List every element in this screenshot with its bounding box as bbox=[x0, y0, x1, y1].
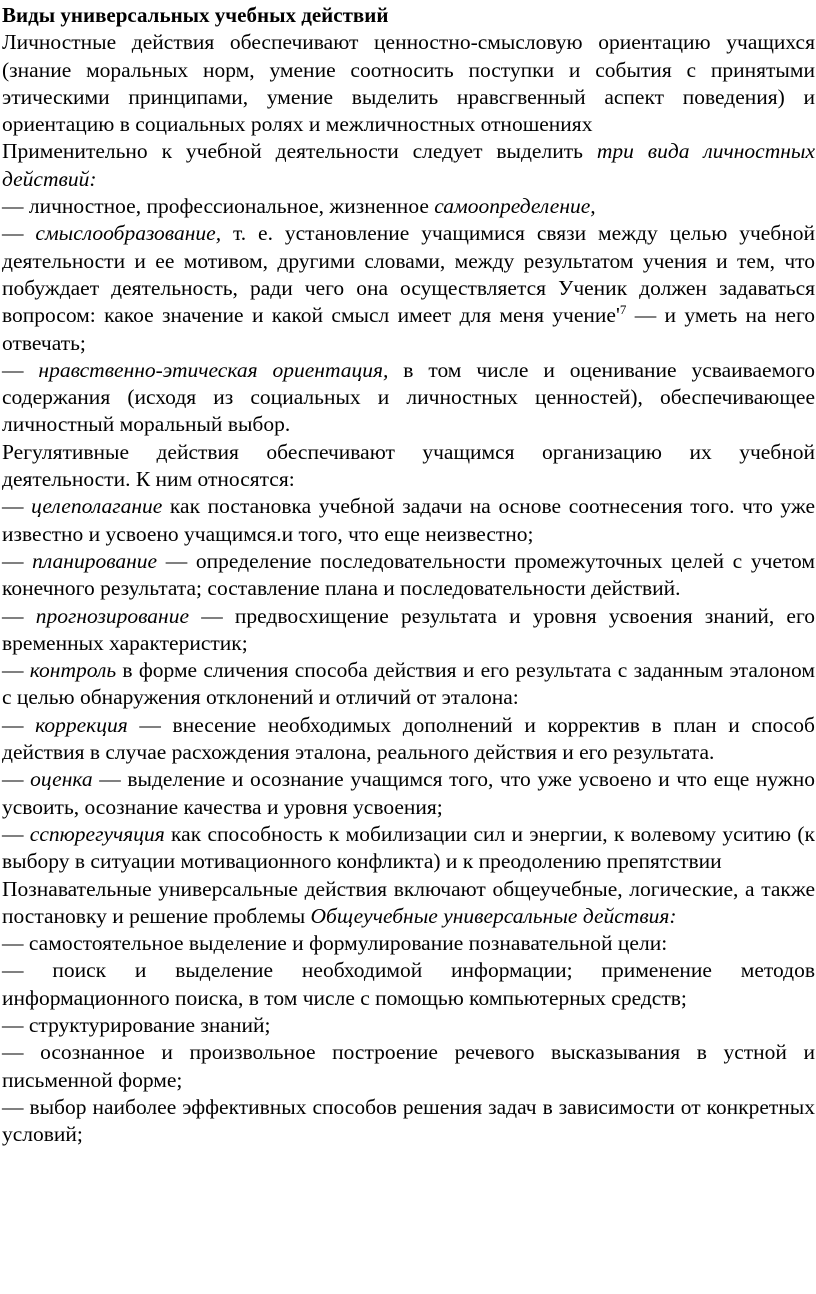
list-item-text: как способность к мобилизации сил и энергии, к волевому уситию (к выбору в ситуации мотивационного конфликта) и к преодолению препятствии bbox=[2, 821, 816, 874]
personal-types-lead: Применительно к учебной деятельности следует выделить bbox=[2, 139, 597, 164]
list-item-text: — внесение необходимых дополнений и корректив в план и способ действия в случае расхождения эталона, реального действия и его результата. bbox=[2, 712, 815, 765]
list-item-text: как постановка учебной задачи на основе соотнесения того. что уже известно и усвоено учащимся.и того, что еще неизвестно; bbox=[2, 494, 816, 546]
cognitive-item: — выбор наиболее эффективных способов решения задач в зависимости от конкретных условий; bbox=[2, 1094, 815, 1147]
regulative-intro-paragraph: Регулятивные действия обеспечивают учащимся организацию их учебной деятельности. К ним относятся: bbox=[2, 439, 815, 492]
regulative-item-correction bbox=[2, 712, 815, 767]
cognitive-item: — структурирование знаний; bbox=[2, 1012, 271, 1037]
cognitive-item: — осознанное и произвольное построение речевого высказывания в устной и письменной форме; bbox=[2, 1040, 815, 1092]
personal-item-meaning-making bbox=[2, 220, 815, 356]
list-item-tail: — и уметь на него отвечать; bbox=[2, 303, 816, 355]
regulative-item-self-regulation bbox=[2, 821, 815, 876]
list-item-text: т. е. установление учащимися связи между целью учебной деятельности и ее мотивом, другими словами, между результатом учения и тем, что побуждает деятельность, ради чего она осуществляется Ученик должен задаваться вопросом: какое значение и какой смысл имеет для меня учение' bbox=[2, 221, 815, 328]
cognitive-intro-paragraph bbox=[2, 876, 815, 931]
document-title: Виды универсальных учебных действий bbox=[2, 3, 389, 27]
list-item-dash: — bbox=[2, 767, 31, 792]
regulative-item-planning bbox=[2, 548, 815, 603]
regulative-item-forecasting bbox=[2, 603, 815, 658]
list-item-term: целеполагание bbox=[31, 494, 163, 519]
regulative-item-evaluation bbox=[2, 766, 815, 821]
personal-types-emphasis: три вида личностных действий: bbox=[2, 139, 815, 191]
personal-item-moral-orientation bbox=[2, 357, 815, 439]
list-item-text: — определение последовательности промежуточных целей с учетом конечного результата; составление плана и последовательности действий. bbox=[2, 548, 815, 601]
list-item-term: оценка bbox=[30, 767, 93, 792]
list-item-text: — личностное, профессиональное, жизненное bbox=[2, 194, 435, 219]
list-item-term: смыслообразование, bbox=[35, 221, 222, 246]
cognitive-intro-emphasis: Общеучебные универсальные действия: bbox=[310, 903, 677, 928]
list-item-text: в форме сличения способа действия и его результата с заданным эталоном с целью обнаружения отклонений и отличий от эталона: bbox=[2, 658, 815, 710]
list-item-dash: — bbox=[2, 603, 36, 628]
list-item-dash: — bbox=[2, 712, 36, 737]
cognitive-intro-text: Познавательные универсальные действия включают общеучебные, логические, а также постановку и решение проблемы bbox=[2, 876, 815, 928]
cognitive-item: — поиск и выделение необходимой информации; применение методов информационного поиска, в том числе с помощью компьютерных средств; bbox=[2, 958, 815, 1010]
cognitive-item: — самостоятельное выделение и формулирование познавательной цели: bbox=[2, 931, 668, 956]
personal-intro-paragraph: Личностные действия обеспечивают ценностно-смысловую ориентацию учащихся (знание моральных норм, умение соотносить поступки и события с принятыми этическими принципами, умение выделить нравсгвенный аспект поведения) и ориентацию в социальных ролях и межличностных отношениях bbox=[2, 30, 815, 137]
list-item-term: сспюрегучяция bbox=[29, 821, 165, 846]
footnote-marker: 7 bbox=[619, 302, 627, 318]
list-item-dash: — bbox=[2, 658, 30, 683]
list-item-dash: — bbox=[2, 548, 33, 573]
list-item-term: нравственно-этическая ориентация, bbox=[38, 357, 389, 382]
list-item-term: коррекция bbox=[35, 712, 128, 737]
list-item-text: — выделение и осознание учащимся того, что уже усвоено и что еще нужно усвоить, осознание качества и уровня усвоения; bbox=[2, 767, 815, 819]
list-item-term: планирование bbox=[32, 548, 158, 573]
personal-item-self-determination bbox=[2, 193, 815, 220]
list-item-term: прогнозирование bbox=[35, 603, 190, 628]
list-item-term: самоопределение, bbox=[434, 194, 596, 219]
list-item-text: — предвосхищение результата и уровня усвоения знаний, его временных характеристик; bbox=[2, 603, 815, 655]
list-item-dash: — bbox=[2, 821, 30, 846]
personal-types-paragraph bbox=[2, 138, 815, 193]
list-item-term: контроль bbox=[29, 658, 117, 683]
list-item-text: в том числе и оценивание усваиваемого содержания (исходя из социальных и личностных ценностей), обеспечивающее личностный моральный выбор. bbox=[2, 357, 815, 437]
regulative-item-control bbox=[2, 657, 815, 712]
list-item-dash: — bbox=[2, 221, 36, 246]
regulative-item-goal-setting bbox=[2, 493, 815, 548]
list-item-dash: — bbox=[2, 357, 39, 382]
list-item-dash: — bbox=[2, 494, 32, 519]
